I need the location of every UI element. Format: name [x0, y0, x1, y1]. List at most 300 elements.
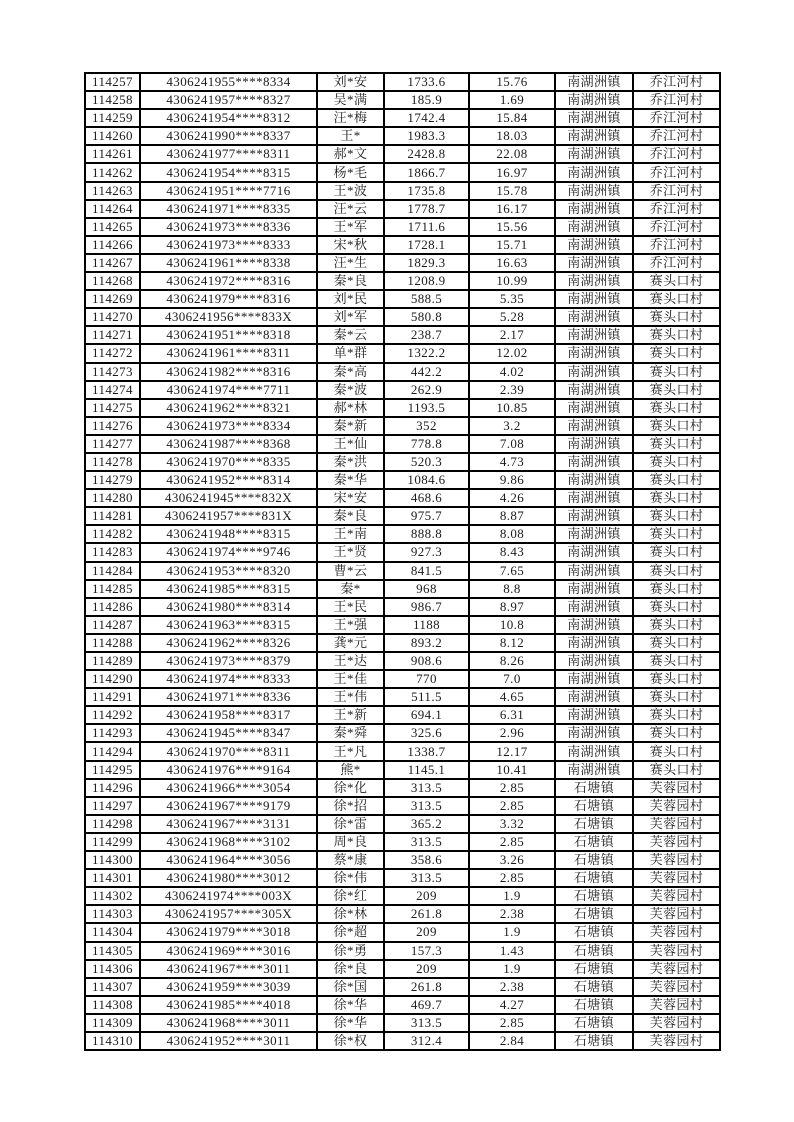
village-cell: 赛头口村: [633, 471, 720, 489]
town-cell: 石塘镇: [555, 869, 633, 887]
rate-cell: 7.08: [469, 435, 555, 453]
town-cell: 南湖洲镇: [555, 652, 633, 670]
village-cell: 赛头口村: [633, 507, 720, 525]
rate-cell: 2.85: [469, 779, 555, 797]
village-cell: 赛头口村: [633, 652, 720, 670]
seq-cell: 114268: [85, 272, 140, 290]
rate-cell: 8.97: [469, 598, 555, 616]
rate-cell: 16.17: [469, 200, 555, 218]
masked-id-cell: 4306241958****8317: [140, 706, 317, 724]
seq-cell: 114282: [85, 525, 140, 543]
name-cell: 秦*云: [317, 326, 384, 344]
rate-cell: 8.8: [469, 580, 555, 598]
masked-id-cell: 4306241980****3012: [140, 869, 317, 887]
masked-id-cell: 4306241957****305X: [140, 905, 317, 923]
name-cell: 王*新: [317, 706, 384, 724]
rate-cell: 16.97: [469, 163, 555, 181]
name-cell: 王*南: [317, 525, 384, 543]
seq-cell: 114297: [85, 797, 140, 815]
name-cell: 宋*安: [317, 489, 384, 507]
name-cell: 秦*良: [317, 507, 384, 525]
seq-cell: 114296: [85, 779, 140, 797]
table-row: [85, 73, 720, 91]
amount-cell: 209: [384, 887, 469, 905]
village-cell: 赛头口村: [633, 688, 720, 706]
masked-id-cell: 4306241974****9746: [140, 543, 317, 561]
name-cell: 秦*舜: [317, 724, 384, 742]
village-cell: 乔江河村: [633, 73, 720, 91]
village-cell: 赛头口村: [633, 525, 720, 543]
name-cell: 王*强: [317, 616, 384, 634]
rate-cell: 7.0: [469, 670, 555, 688]
village-cell: 芙蓉园村: [633, 869, 720, 887]
table-row: [85, 254, 720, 272]
rate-cell: 10.99: [469, 272, 555, 290]
amount-cell: 1742.4: [384, 109, 469, 127]
masked-id-cell: 4306241967****3131: [140, 815, 317, 833]
rate-cell: 2.39: [469, 381, 555, 399]
seq-cell: 114303: [85, 905, 140, 923]
town-cell: 南湖洲镇: [555, 399, 633, 417]
table-row: [85, 923, 720, 941]
village-cell: 赛头口村: [633, 489, 720, 507]
name-cell: 王*达: [317, 652, 384, 670]
masked-id-cell: 4306241951****7716: [140, 182, 317, 200]
amount-cell: 157.3: [384, 942, 469, 960]
seq-cell: 114260: [85, 127, 140, 145]
rate-cell: 7.65: [469, 562, 555, 580]
town-cell: 南湖洲镇: [555, 706, 633, 724]
name-cell: 刘*民: [317, 290, 384, 308]
seq-cell: 114290: [85, 670, 140, 688]
rate-cell: 2.85: [469, 869, 555, 887]
name-cell: 徐*华: [317, 996, 384, 1014]
town-cell: 南湖洲镇: [555, 580, 633, 598]
town-cell: 南湖洲镇: [555, 761, 633, 779]
rate-cell: 4.65: [469, 688, 555, 706]
table-row: [85, 525, 720, 543]
village-cell: 芙蓉园村: [633, 815, 720, 833]
table-row: [85, 598, 720, 616]
seq-cell: 114310: [85, 1032, 140, 1050]
masked-id-cell: 4306241945****832X: [140, 489, 317, 507]
masked-id-cell: 4306241957****831X: [140, 507, 317, 525]
town-cell: 南湖洲镇: [555, 507, 633, 525]
rate-cell: 8.87: [469, 507, 555, 525]
village-cell: 乔江河村: [633, 145, 720, 163]
seq-cell: 114277: [85, 435, 140, 453]
table-row: [85, 815, 720, 833]
amount-cell: 262.9: [384, 381, 469, 399]
village-cell: 赛头口村: [633, 543, 720, 561]
table-row: [85, 562, 720, 580]
amount-cell: 968: [384, 580, 469, 598]
amount-cell: 694.1: [384, 706, 469, 724]
town-cell: 南湖洲镇: [555, 308, 633, 326]
village-cell: 乔江河村: [633, 163, 720, 181]
table-row: [85, 218, 720, 236]
masked-id-cell: 4306241952****3011: [140, 1032, 317, 1050]
seq-cell: 114307: [85, 978, 140, 996]
seq-cell: 114266: [85, 236, 140, 254]
table-row: [85, 326, 720, 344]
village-cell: 赛头口村: [633, 616, 720, 634]
town-cell: 石塘镇: [555, 797, 633, 815]
seq-cell: 114272: [85, 344, 140, 362]
name-cell: 徐*华: [317, 1014, 384, 1032]
amount-cell: 358.6: [384, 851, 469, 869]
village-cell: 赛头口村: [633, 326, 720, 344]
village-cell: 芙蓉园村: [633, 1014, 720, 1032]
name-cell: 徐*国: [317, 978, 384, 996]
village-cell: 赛头口村: [633, 417, 720, 435]
village-cell: 赛头口村: [633, 381, 720, 399]
masked-id-cell: 4306241968****3011: [140, 1014, 317, 1032]
rate-cell: 2.38: [469, 905, 555, 923]
name-cell: 王*民: [317, 598, 384, 616]
village-cell: 赛头口村: [633, 742, 720, 760]
seq-cell: 114257: [85, 73, 140, 91]
table-row: [85, 978, 720, 996]
town-cell: 石塘镇: [555, 942, 633, 960]
masked-id-cell: 4306241962****8326: [140, 634, 317, 652]
town-cell: 南湖洲镇: [555, 724, 633, 742]
table-row: [85, 634, 720, 652]
rate-cell: 18.03: [469, 127, 555, 145]
table-row: [85, 580, 720, 598]
table-row: [85, 779, 720, 797]
name-cell: 秦*波: [317, 381, 384, 399]
seq-cell: 114271: [85, 326, 140, 344]
amount-cell: 1728.1: [384, 236, 469, 254]
town-cell: 南湖洲镇: [555, 272, 633, 290]
seq-cell: 114295: [85, 761, 140, 779]
town-cell: 石塘镇: [555, 960, 633, 978]
rate-cell: 15.78: [469, 182, 555, 200]
masked-id-cell: 4306241990****8337: [140, 127, 317, 145]
name-cell: 徐*化: [317, 779, 384, 797]
seq-cell: 114259: [85, 109, 140, 127]
masked-id-cell: 4306241970****8311: [140, 742, 317, 760]
amount-cell: 469.7: [384, 996, 469, 1014]
rate-cell: 3.2: [469, 417, 555, 435]
town-cell: 南湖洲镇: [555, 435, 633, 453]
seq-cell: 114305: [85, 942, 140, 960]
town-cell: 石塘镇: [555, 851, 633, 869]
amount-cell: 313.5: [384, 833, 469, 851]
seq-cell: 114274: [85, 381, 140, 399]
table-row: [85, 435, 720, 453]
rate-cell: 22.08: [469, 145, 555, 163]
amount-cell: 209: [384, 960, 469, 978]
rate-cell: 15.56: [469, 218, 555, 236]
table-row: [85, 616, 720, 634]
seq-cell: 114269: [85, 290, 140, 308]
village-cell: 赛头口村: [633, 598, 720, 616]
table-row: [85, 960, 720, 978]
amount-cell: 1084.6: [384, 471, 469, 489]
name-cell: 徐*林: [317, 905, 384, 923]
masked-id-cell: 4306241974****8333: [140, 670, 317, 688]
amount-cell: 1322.2: [384, 344, 469, 362]
table-row: [85, 1014, 720, 1032]
amount-cell: 313.5: [384, 797, 469, 815]
town-cell: 南湖洲镇: [555, 525, 633, 543]
amount-cell: 841.5: [384, 562, 469, 580]
seq-cell: 114261: [85, 145, 140, 163]
amount-cell: 927.3: [384, 543, 469, 561]
village-cell: 芙蓉园村: [633, 996, 720, 1014]
seq-cell: 114276: [85, 417, 140, 435]
town-cell: 南湖洲镇: [555, 453, 633, 471]
amount-cell: 2428.8: [384, 145, 469, 163]
amount-cell: 1145.1: [384, 761, 469, 779]
masked-id-cell: 4306241973****8334: [140, 417, 317, 435]
table-row: [85, 833, 720, 851]
seq-cell: 114258: [85, 91, 140, 109]
table-row: [85, 91, 720, 109]
village-cell: 芙蓉园村: [633, 833, 720, 851]
name-cell: 吴*满: [317, 91, 384, 109]
village-cell: 芙蓉园村: [633, 851, 720, 869]
masked-id-cell: 4306241961****8338: [140, 254, 317, 272]
village-cell: 芙蓉园村: [633, 1032, 720, 1050]
table-row: [85, 381, 720, 399]
seq-cell: 114300: [85, 851, 140, 869]
name-cell: 曹*云: [317, 562, 384, 580]
seq-cell: 114262: [85, 163, 140, 181]
seq-cell: 114278: [85, 453, 140, 471]
rate-cell: 2.17: [469, 326, 555, 344]
masked-id-cell: 4306241985****8315: [140, 580, 317, 598]
town-cell: 南湖洲镇: [555, 471, 633, 489]
village-cell: 芙蓉园村: [633, 905, 720, 923]
name-cell: 周*良: [317, 833, 384, 851]
village-cell: 芙蓉园村: [633, 960, 720, 978]
town-cell: 南湖洲镇: [555, 290, 633, 308]
rate-cell: 5.28: [469, 308, 555, 326]
masked-id-cell: 4306241957****8327: [140, 91, 317, 109]
rate-cell: 10.41: [469, 761, 555, 779]
name-cell: 徐*雷: [317, 815, 384, 833]
rate-cell: 2.85: [469, 833, 555, 851]
village-cell: 芙蓉园村: [633, 797, 720, 815]
rate-cell: 1.9: [469, 960, 555, 978]
masked-id-cell: 4306241973****8379: [140, 652, 317, 670]
name-cell: 王*佳: [317, 670, 384, 688]
name-cell: 徐*红: [317, 887, 384, 905]
masked-id-cell: 4306241964****3056: [140, 851, 317, 869]
town-cell: 南湖洲镇: [555, 127, 633, 145]
village-cell: 赛头口村: [633, 562, 720, 580]
seq-cell: 114267: [85, 254, 140, 272]
rate-cell: 4.27: [469, 996, 555, 1014]
amount-cell: 1829.3: [384, 254, 469, 272]
seq-cell: 114284: [85, 562, 140, 580]
amount-cell: 1711.6: [384, 218, 469, 236]
rate-cell: 15.76: [469, 73, 555, 91]
seq-cell: 114286: [85, 598, 140, 616]
table-row: [85, 724, 720, 742]
seq-cell: 114304: [85, 923, 140, 941]
rate-cell: 4.02: [469, 363, 555, 381]
masked-id-cell: 4306241977****8311: [140, 145, 317, 163]
name-cell: 蔡*康: [317, 851, 384, 869]
rate-cell: 1.9: [469, 887, 555, 905]
village-cell: 赛头口村: [633, 580, 720, 598]
rate-cell: 3.32: [469, 815, 555, 833]
amount-cell: 442.2: [384, 363, 469, 381]
table-row: [85, 706, 720, 724]
town-cell: 石塘镇: [555, 905, 633, 923]
village-cell: 赛头口村: [633, 435, 720, 453]
masked-id-cell: 4306241970****8335: [140, 453, 317, 471]
seq-cell: 114292: [85, 706, 140, 724]
amount-cell: 313.5: [384, 869, 469, 887]
seq-cell: 114279: [85, 471, 140, 489]
table-row: [85, 1032, 720, 1050]
amount-cell: 365.2: [384, 815, 469, 833]
town-cell: 石塘镇: [555, 779, 633, 797]
village-cell: 赛头口村: [633, 344, 720, 362]
rate-cell: 12.02: [469, 344, 555, 362]
amount-cell: 312.4: [384, 1032, 469, 1050]
name-cell: 徐*良: [317, 960, 384, 978]
amount-cell: 1733.6: [384, 73, 469, 91]
rate-cell: 2.84: [469, 1032, 555, 1050]
village-cell: 乔江河村: [633, 127, 720, 145]
village-cell: 乔江河村: [633, 236, 720, 254]
town-cell: 南湖洲镇: [555, 182, 633, 200]
masked-id-cell: 4306241954****8315: [140, 163, 317, 181]
amount-cell: 1983.3: [384, 127, 469, 145]
town-cell: 南湖洲镇: [555, 562, 633, 580]
town-cell: 南湖洲镇: [555, 236, 633, 254]
amount-cell: 185.9: [384, 91, 469, 109]
amount-cell: 778.8: [384, 435, 469, 453]
name-cell: 刘*安: [317, 73, 384, 91]
rate-cell: 1.43: [469, 942, 555, 960]
rate-cell: 2.85: [469, 797, 555, 815]
village-cell: 赛头口村: [633, 706, 720, 724]
town-cell: 南湖洲镇: [555, 363, 633, 381]
seq-cell: 114308: [85, 996, 140, 1014]
seq-cell: 114285: [85, 580, 140, 598]
rate-cell: 15.84: [469, 109, 555, 127]
amount-cell: 1338.7: [384, 742, 469, 760]
name-cell: 徐*招: [317, 797, 384, 815]
amount-cell: 511.5: [384, 688, 469, 706]
masked-id-cell: 4306241979****8316: [140, 290, 317, 308]
rate-cell: 10.8: [469, 616, 555, 634]
masked-id-cell: 4306241971****8336: [140, 688, 317, 706]
table-row: [85, 670, 720, 688]
town-cell: 石塘镇: [555, 833, 633, 851]
amount-cell: 580.8: [384, 308, 469, 326]
town-cell: 石塘镇: [555, 887, 633, 905]
seq-cell: 114298: [85, 815, 140, 833]
masked-id-cell: 4306241952****8314: [140, 471, 317, 489]
seq-cell: 114306: [85, 960, 140, 978]
amount-cell: 1778.7: [384, 200, 469, 218]
amount-cell: 975.7: [384, 507, 469, 525]
table-row: [85, 236, 720, 254]
amount-cell: 908.6: [384, 652, 469, 670]
town-cell: 南湖洲镇: [555, 163, 633, 181]
rate-cell: 8.12: [469, 634, 555, 652]
table-row: [85, 688, 720, 706]
seq-cell: 114265: [85, 218, 140, 236]
rate-cell: 10.85: [469, 399, 555, 417]
amount-cell: 770: [384, 670, 469, 688]
table-row: [85, 489, 720, 507]
town-cell: 南湖洲镇: [555, 254, 633, 272]
table-row: [85, 308, 720, 326]
town-cell: 南湖洲镇: [555, 326, 633, 344]
seq-cell: 114264: [85, 200, 140, 218]
seq-cell: 114275: [85, 399, 140, 417]
town-cell: 南湖洲镇: [555, 742, 633, 760]
name-cell: 秦*高: [317, 363, 384, 381]
masked-id-cell: 4306241959****3039: [140, 978, 317, 996]
amount-cell: 1735.8: [384, 182, 469, 200]
table-row: [85, 109, 720, 127]
rate-cell: 4.26: [469, 489, 555, 507]
name-cell: 汪*云: [317, 200, 384, 218]
name-cell: 徐*伟: [317, 869, 384, 887]
name-cell: 王*军: [317, 218, 384, 236]
town-cell: 南湖洲镇: [555, 417, 633, 435]
table-row: [85, 344, 720, 362]
name-cell: 王*凡: [317, 742, 384, 760]
name-cell: 徐*权: [317, 1032, 384, 1050]
seq-cell: 114293: [85, 724, 140, 742]
name-cell: 王*波: [317, 182, 384, 200]
masked-id-cell: 4306241980****8314: [140, 598, 317, 616]
name-cell: 秦*新: [317, 417, 384, 435]
village-cell: 赛头口村: [633, 290, 720, 308]
name-cell: 王*: [317, 127, 384, 145]
village-cell: 乔江河村: [633, 254, 720, 272]
seq-cell: 114281: [85, 507, 140, 525]
masked-id-cell: 4306241963****8315: [140, 616, 317, 634]
masked-id-cell: 4306241968****3102: [140, 833, 317, 851]
masked-id-cell: 4306241973****8336: [140, 218, 317, 236]
masked-id-cell: 4306241972****8316: [140, 272, 317, 290]
town-cell: 石塘镇: [555, 1014, 633, 1032]
table-row: [85, 200, 720, 218]
village-cell: 赛头口村: [633, 363, 720, 381]
amount-cell: 468.6: [384, 489, 469, 507]
name-cell: 刘*军: [317, 308, 384, 326]
masked-id-cell: 4306241979****3018: [140, 923, 317, 941]
village-cell: 赛头口村: [633, 308, 720, 326]
name-cell: 杨*毛: [317, 163, 384, 181]
amount-cell: 1208.9: [384, 272, 469, 290]
rate-cell: 8.08: [469, 525, 555, 543]
amount-cell: 588.5: [384, 290, 469, 308]
village-cell: 芙蓉园村: [633, 978, 720, 996]
masked-id-cell: 4306241974****7711: [140, 381, 317, 399]
masked-id-cell: 4306241966****3054: [140, 779, 317, 797]
seq-cell: 114288: [85, 634, 140, 652]
village-cell: 乔江河村: [633, 91, 720, 109]
seq-cell: 114273: [85, 363, 140, 381]
town-cell: 南湖洲镇: [555, 381, 633, 399]
masked-id-cell: 4306241969****3016: [140, 942, 317, 960]
village-cell: 赛头口村: [633, 272, 720, 290]
village-cell: 赛头口村: [633, 761, 720, 779]
